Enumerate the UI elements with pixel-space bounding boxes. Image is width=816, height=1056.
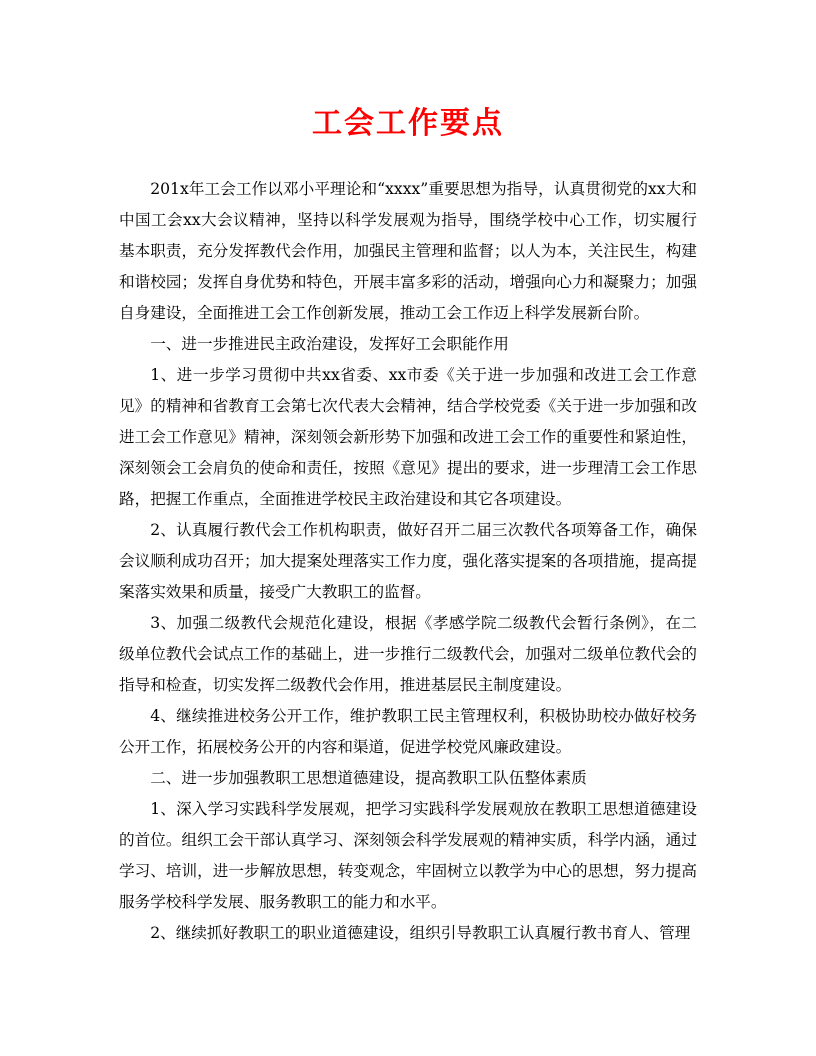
document-title: 工会工作要点 [312, 106, 504, 141]
section-1-item-4: 4、继续推进校务公开工作，维护教职工民主管理权利，积极协助校办做好校务公开工作，拓展校务公开的内容和渠道，促进学校党风廉政建设。 [119, 707, 697, 756]
section-2-item-1: 1、深入学习实践科学发展观，把学习实践科学发展观放在教职工思想道德建设的首位。组织工会干部认真学习、深刻领会科学发展观的精神实质，科学内涵，通过学习、培训，进一步解放思想，转变观念，牢固树立以教学为中心的思想，努力提高服务学校科学发展、服务教职工的能力和水平。 [119, 800, 697, 911]
section-1-item-2: 2、认真履行教代会工作机构职责，做好召开二届三次教代各项筹备工作，确保会议顺利成功召开；加大提案处理落实工作力度，强化落实提案的各项措施，提高提案落实效果和质量，接受广大教职工的监督。 [119, 521, 697, 601]
section-2-item-2: 2、继续抓好教职工的职业道德建设，组织引导教职工认真履行教书育人、管理 [150, 924, 691, 942]
document-body [119, 174, 697, 949]
intro-paragraph: 201x年工会工作以邓小平理论和“xxxx”重要思想为指导，认真贯彻党的xx大和中国工会xx大会议精神，坚持以科学发展观为指导，围绕学校中心工作，切实履行基本职责，充分发挥教代会作用，加强民主管理和监督；以人为本，关注民生，构建和谐校园；发挥自身优势和特色，开展丰富多彩的活动，增强向心力和凝聚力；加强自身建设，全面推进工会工作创新发展，推动工会工作迈上科学发展新台阶。 [119, 180, 697, 322]
section-1-item-1: 1、进一步学习贯彻中共xx省委、xx市委《关于进一步加强和改进工会工作意见》的精神和省教育工会第七次代表大会精神，结合学校党委《关于进一步加强和改进工会工作意见》精神，深刻领会新形势下加强和改进工会工作的重要性和紧迫性，深刻领会工会肩负的使命和责任，按照《意见》提出的要求，进一步理清工会工作思路，把握工作重点，全面推进学校民主政治建设和其它各项建设。 [119, 366, 697, 508]
section-heading-1: 一、进一步推进民主政治建设，发挥好工会职能作用 [150, 335, 509, 353]
section-heading-2: 二、进一步加强教职工思想道德建设，提高教职工队伍整体素质 [150, 769, 587, 787]
section-1-item-3: 3、加强二级教代会规范化建设，根据《孝感学院二级教代会暂行条例》，在二级单位教代会试点工作的基础上，进一步推行二级教代会，加强对二级单位教代会的指导和检查，切实发挥二级教代会作用，推进基层民主制度建设。 [119, 614, 697, 694]
